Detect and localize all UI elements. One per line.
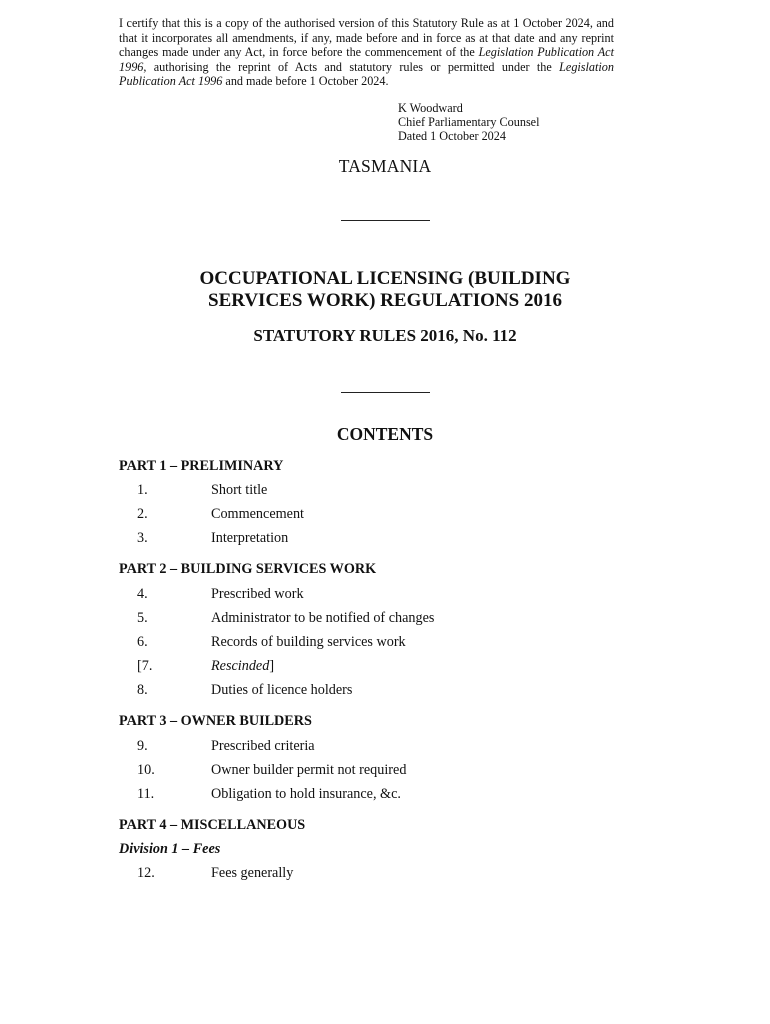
toc-entry-number: 3. <box>137 530 148 546</box>
part-heading[interactable]: PART 4 – MISCELLANEOUS <box>119 817 306 833</box>
signature-block <box>398 101 539 144</box>
divider-rule <box>341 220 430 221</box>
toc-entry-number: 11. <box>137 786 155 802</box>
toc-entry[interactable] <box>0 482 770 500</box>
toc-entry-title: Administrator to be notified of changes <box>211 610 435 626</box>
toc-entry-rescinded[interactable] <box>0 658 770 676</box>
toc-entry-title: Obligation to hold insurance, &c. <box>211 786 401 802</box>
toc-entry[interactable] <box>0 530 770 548</box>
part-heading[interactable]: PART 2 – BUILDING SERVICES WORK <box>119 561 377 577</box>
toc-entry[interactable] <box>0 586 770 604</box>
certification-act-name-2: Legislation Publication Act 1996 <box>119 59 614 88</box>
toc-entry-title: Records of building services work <box>211 634 406 650</box>
closing-bracket: ] <box>269 658 275 674</box>
division-heading[interactable]: Division 1 – Fees <box>119 841 221 857</box>
toc-entry-title: Commencement <box>211 506 304 522</box>
certification-statement <box>119 16 614 89</box>
toc-entry-number: 5. <box>137 610 148 626</box>
certification-text-1: I certify that this is a copy of the authorised version of this Statutory Rule as at 1 October 2024, and that it incorporates all amendments, if any, made before and in force as at that date and any reprint changes made under any Act, in force before the commencement of the <box>119 16 614 59</box>
rescinded-label: Rescinded <box>211 658 270 674</box>
contents-heading: CONTENTS <box>336 424 434 444</box>
signatory-name: K Woodward <box>398 101 463 115</box>
toc-entry-number: 12. <box>137 865 155 881</box>
regulation-title-line-1: OCCUPATIONAL LICENSING (BUILDING <box>199 268 571 289</box>
toc-entry[interactable] <box>0 762 770 780</box>
regulation-title-line-2: SERVICES WORK) REGULATIONS 2016 <box>208 290 562 311</box>
toc-entry-number: 8. <box>137 682 148 698</box>
certification-act-name-1: Legislation Publication Act 1996 <box>119 45 614 74</box>
signature-date: Dated 1 October 2024 <box>398 129 506 144</box>
signatory-position: Chief Parliamentary Counsel <box>398 115 540 130</box>
toc-entry-title: Prescribed work <box>211 586 304 602</box>
toc-entry-number: 1. <box>137 482 148 498</box>
toc-entry-title: Prescribed criteria <box>211 738 315 754</box>
toc-entry[interactable] <box>0 738 770 756</box>
toc-entry[interactable] <box>0 786 770 804</box>
toc-entry-title: Owner builder permit not required <box>211 762 407 778</box>
toc-entry-number: 2. <box>137 506 148 522</box>
statutory-rules-number: STATUTORY RULES 2016, No. 112 <box>253 326 517 345</box>
part-heading[interactable]: PART 1 – PRELIMINARY <box>119 458 284 474</box>
divider-rule <box>341 392 430 393</box>
toc-entry[interactable] <box>0 682 770 700</box>
toc-entry-number: 6. <box>137 634 148 650</box>
toc-entry-title <box>211 658 274 675</box>
toc-entry-number: 10. <box>137 762 155 778</box>
certification-text-3: and made before 1 October 2024. <box>222 74 389 88</box>
toc-entry-title: Fees generally <box>211 865 294 881</box>
certification-text-2: , authorising the reprint of Acts and statutory rules or permitted under the <box>143 59 560 74</box>
toc-entry-title: Duties of licence holders <box>211 682 353 698</box>
toc-entry[interactable] <box>0 865 770 883</box>
jurisdiction-heading: TASMANIA <box>338 156 432 176</box>
part-heading[interactable]: PART 3 – OWNER BUILDERS <box>119 713 312 729</box>
toc-entry-title: Interpretation <box>211 530 289 546</box>
toc-entry-number: [7. <box>137 658 153 674</box>
toc-entry-title: Short title <box>211 482 268 498</box>
toc-entry[interactable] <box>0 634 770 652</box>
toc-entry[interactable] <box>0 610 770 628</box>
toc-entry[interactable] <box>0 506 770 524</box>
toc-entry-number: 9. <box>137 738 148 754</box>
regulation-title <box>0 268 770 312</box>
toc-entry-number: 4. <box>137 586 148 602</box>
